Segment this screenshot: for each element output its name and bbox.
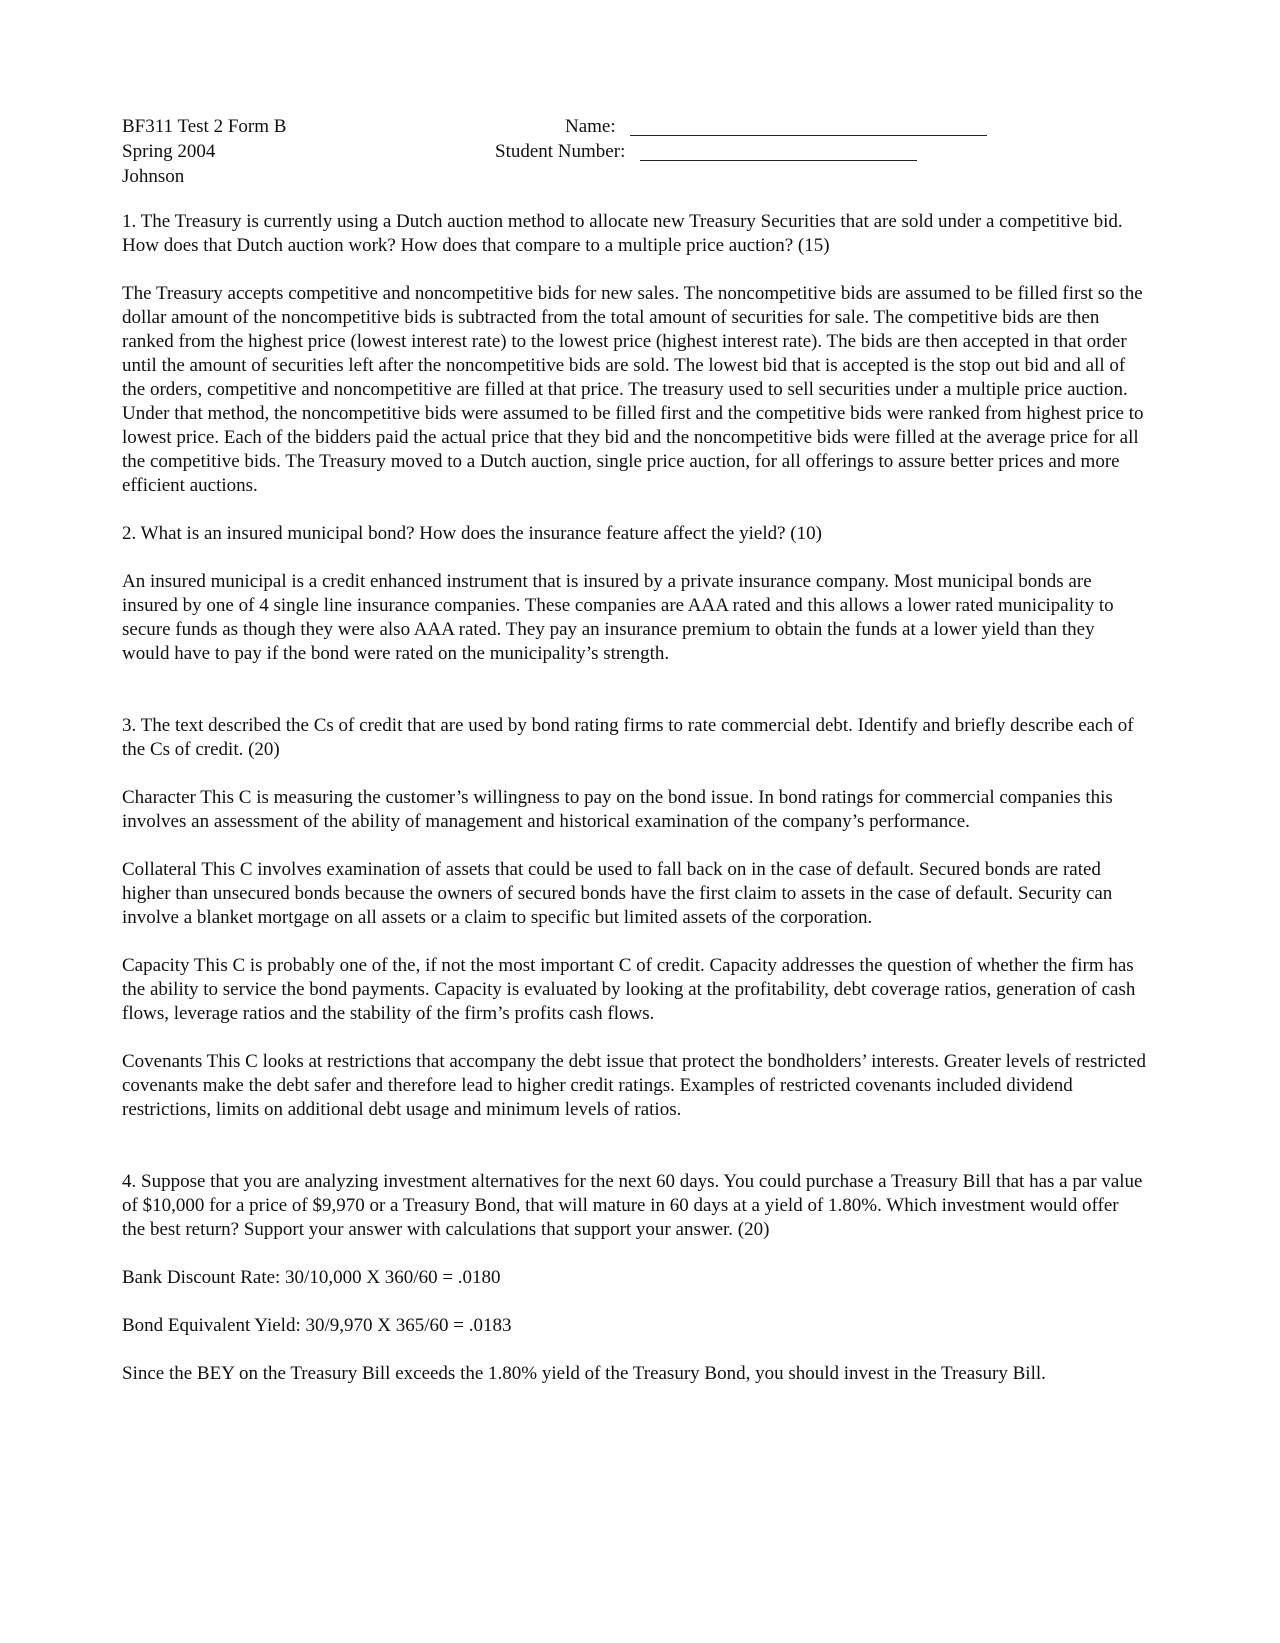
answer-capacity: Capacity This C is probably one of the, if not the most important C of credit. Capacity addresses the question of whether the firm has the ability to service the bond payments. Capacity is evaluated by looking at the profitability, debt coverage ratios, generation of cash flows, leverage ratios and the stability of the firm’s profits cash flows.: [122, 955, 1136, 1024]
question-1-prompt: 1. The Treasury is currently using a Dutch auction method to allocate new Treasury Securities that are sold under a competitive bid. How does that Dutch auction work? How does that compare to a multiple price auction? (15): [122, 211, 1123, 256]
exam-header: [122, 114, 1122, 194]
question-2-prompt: 2. What is an insured municipal bond? How does the insurance feature affect the yield? (10): [122, 523, 822, 544]
student-number-field: [495, 139, 1055, 164]
instructor: Johnson: [122, 166, 185, 187]
student-info: [495, 114, 1055, 164]
course-title: BF311 Test 2 Form B: [122, 116, 287, 137]
name-label: Name:: [565, 116, 616, 137]
question-1-answer: The Treasury accepts competitive and noncompetitive bids for new sales. The noncompetitive bids are assumed to be filled first so the dollar amount of the noncompetitive bids is subtracted from the total amount of securities for sale. The competitive bids are then ranked from the highest price (lowest interest rate) to the lowest price (highest interest rate). The bids are then accepted in that order until the amount of securities left after the noncompetitive bids are sold. The lowest bid that is accepted is the stop out bid and all of the orders, competitive and noncompetitive are filled at that price. The treasury used to sell securities under a multiple price auction. Under that method, the noncompetitive bids were assumed to be filled first and the competitive bids were ranked from highest price to lowest price. Each of the bidders paid the actual price that they bid and the noncompetitive bids were filled at the average price for all the competitive bids. The Treasury moved to a Dutch auction, single price auction, for all offerings to assure better prices and more efficient auctions.: [122, 283, 1144, 496]
answer-character: Character This C is measuring the customer’s willingness to pay on the bond issue. In bond ratings for commercial companies this involves an assessment of the ability of management and historical examination of the company’s performance.: [122, 787, 1113, 832]
question-2-answer: An insured municipal is a credit enhanced instrument that is insured by a private insurance company. Most municipal bonds are insured by one of 4 single line insurance companies. These companies are AAA rated and this allows a lower rated municipality to secure funds as though they were also AAA rated. They pay an insurance premium to obtain the funds at a lower yield than they would have to pay if the bond were rated on the municipality’s strength.: [122, 571, 1114, 664]
question-3-prompt: 3. The text described the Cs of credit that are used by bond rating firms to rate commercial debt. Identify and briefly describe each of the Cs of credit. (20): [122, 715, 1134, 760]
answer-collateral: Collateral This C involves examination of assets that could be used to fall back on in the case of default. Secured bonds are rated higher than unsecured bonds because the owners of secured bonds have the first claim to assets in the case of default. Security can involve a blanket mortgage on all assets or a claim to specific but limited assets of the corporation.: [122, 859, 1113, 928]
student-number-blank-line[interactable]: [640, 160, 917, 161]
question-4-conclusion: Since the BEY on the Treasury Bill exceeds the 1.80% yield of the Treasury Bond, you should invest in the Treasury Bill.: [122, 1363, 1046, 1384]
name-field: [495, 114, 1055, 139]
bank-discount-rate: Bank Discount Rate: 30/10,000 X 360/60 = .0180: [122, 1267, 501, 1288]
student-number-label: Student Number:: [495, 141, 626, 162]
term: Spring 2004: [122, 141, 216, 162]
bond-equivalent-yield: Bond Equivalent Yield: 30/9,970 X 365/60 = .0183: [122, 1315, 512, 1336]
name-blank-line[interactable]: [630, 135, 987, 136]
course-info: [122, 114, 422, 189]
question-4-prompt: 4. Suppose that you are analyzing investment alternatives for the next 60 days. You could purchase a Treasury Bill that has a par value of $10,000 for a price of $9,970 or a Treasury Bond, that will mature in 60 days at a yield of 1.80%. Which investment would offer the best return? Support your answer with calculations that support your answer. (20): [122, 1171, 1143, 1240]
exam-body: [122, 210, 1146, 1410]
answer-covenants: Covenants This C looks at restrictions that accompany the debt issue that protect the bondholders’ interests. Greater levels of restricted covenants make the debt safer and therefore lead to higher credit ratings. Examples of restricted covenants included dividend restrictions, limits on additional debt usage and minimum levels of ratios.: [122, 1051, 1146, 1120]
